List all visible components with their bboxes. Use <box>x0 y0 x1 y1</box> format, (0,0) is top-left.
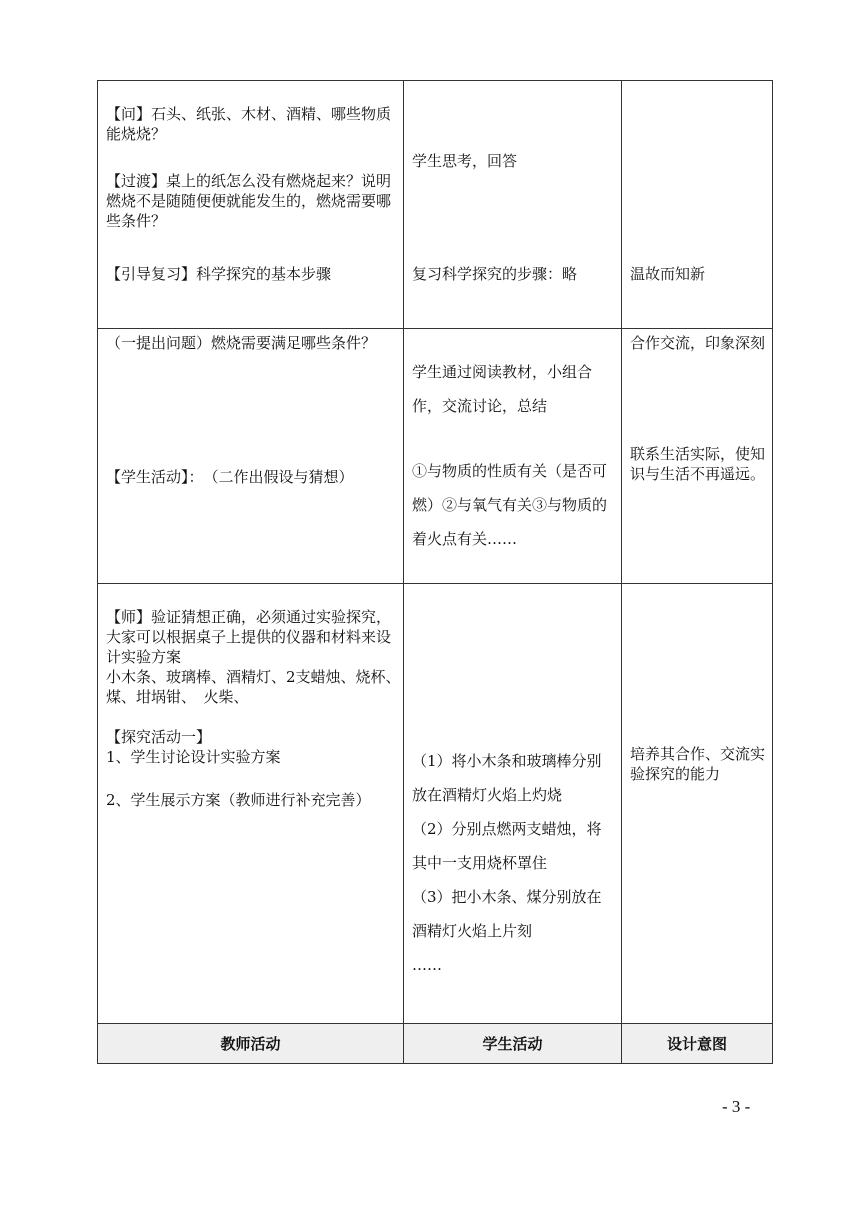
table-row <box>98 81 773 329</box>
teacher-text: 【学生活动】： （二作出假设与猜想） <box>106 468 354 486</box>
column-header-intent: 设计意图 <box>622 1024 773 1064</box>
teacher-text: 【师】验证猜想正确，必须通过实验探究，大家可以根据桌子上提供的仪器和材料来设计实验方案 <box>106 608 392 666</box>
student-activity-cell <box>404 584 622 1024</box>
intent-text: 合作交流，印象深刻 <box>630 334 766 352</box>
student-text: …… <box>412 956 442 974</box>
student-activity-cell <box>404 81 622 329</box>
teacher-text: 【探究活动一】 <box>106 728 212 746</box>
student-text: 学生通过阅读教材，小组合作，交流讨论，总结 <box>412 363 593 415</box>
intent-text: 温故而知新 <box>630 265 706 283</box>
intent-text: 联系生活实际，使知识与生活不再遥远。 <box>630 445 766 483</box>
student-text: （1）将小木条和玻璃棒分别放在酒精灯火焰上灼烧 <box>412 752 602 804</box>
intent-text: 培养其合作、交流实验探究的能力 <box>630 745 766 783</box>
teacher-activity-cell <box>98 81 404 329</box>
teacher-activity-cell <box>98 329 404 584</box>
student-text: 学生思考，回答 <box>412 152 518 170</box>
student-text: ①与物质的性质有关（是否可燃）②与氧气有关③与物质的着火点有关…… <box>412 462 608 548</box>
page-number: - 3 - <box>722 1097 751 1116</box>
table-row <box>98 584 773 1024</box>
design-intent-cell <box>622 81 773 329</box>
table-row <box>98 329 773 584</box>
teacher-text: 2、学生展示方案（教师进行补充完善） <box>106 791 371 809</box>
lesson-plan-table <box>97 80 773 1064</box>
column-header-teacher: 教师活动 <box>98 1024 404 1064</box>
teacher-text: （一提出问题）燃烧需要满足哪些条件？ <box>106 334 377 352</box>
student-text: （3）把小木条、煤分别放在酒精灯火焰上片刻 <box>412 888 602 940</box>
design-intent-cell <box>622 329 773 584</box>
teacher-text: 【引导复习】科学探究的基本步骤 <box>106 265 332 283</box>
student-text: （2）分别点燃两支蜡烛，将其中一支用烧杯罩住 <box>412 820 602 872</box>
teacher-text: 【过渡】桌上的纸怎么没有燃烧起来？说明燃烧不是随随便便就能发生的，燃烧需要哪些条件？ <box>106 172 392 230</box>
student-text: 复习科学探究的步骤：略 <box>412 265 578 283</box>
design-intent-cell <box>622 584 773 1024</box>
teacher-text: 小木条、玻璃棒、酒精灯、2支蜡烛、烧杯、 煤、坩埚钳、 火柴、 <box>106 668 409 706</box>
teacher-text: 【问】石头、纸张、木材、酒精、哪些物质能烧烧？ <box>106 105 392 143</box>
table-header-row <box>98 1024 773 1064</box>
column-header-student: 学生活动 <box>404 1024 622 1064</box>
teacher-activity-cell <box>98 584 409 1024</box>
student-activity-cell <box>404 329 622 584</box>
teacher-text: 1、学生讨论设计实验方案 <box>106 748 281 766</box>
